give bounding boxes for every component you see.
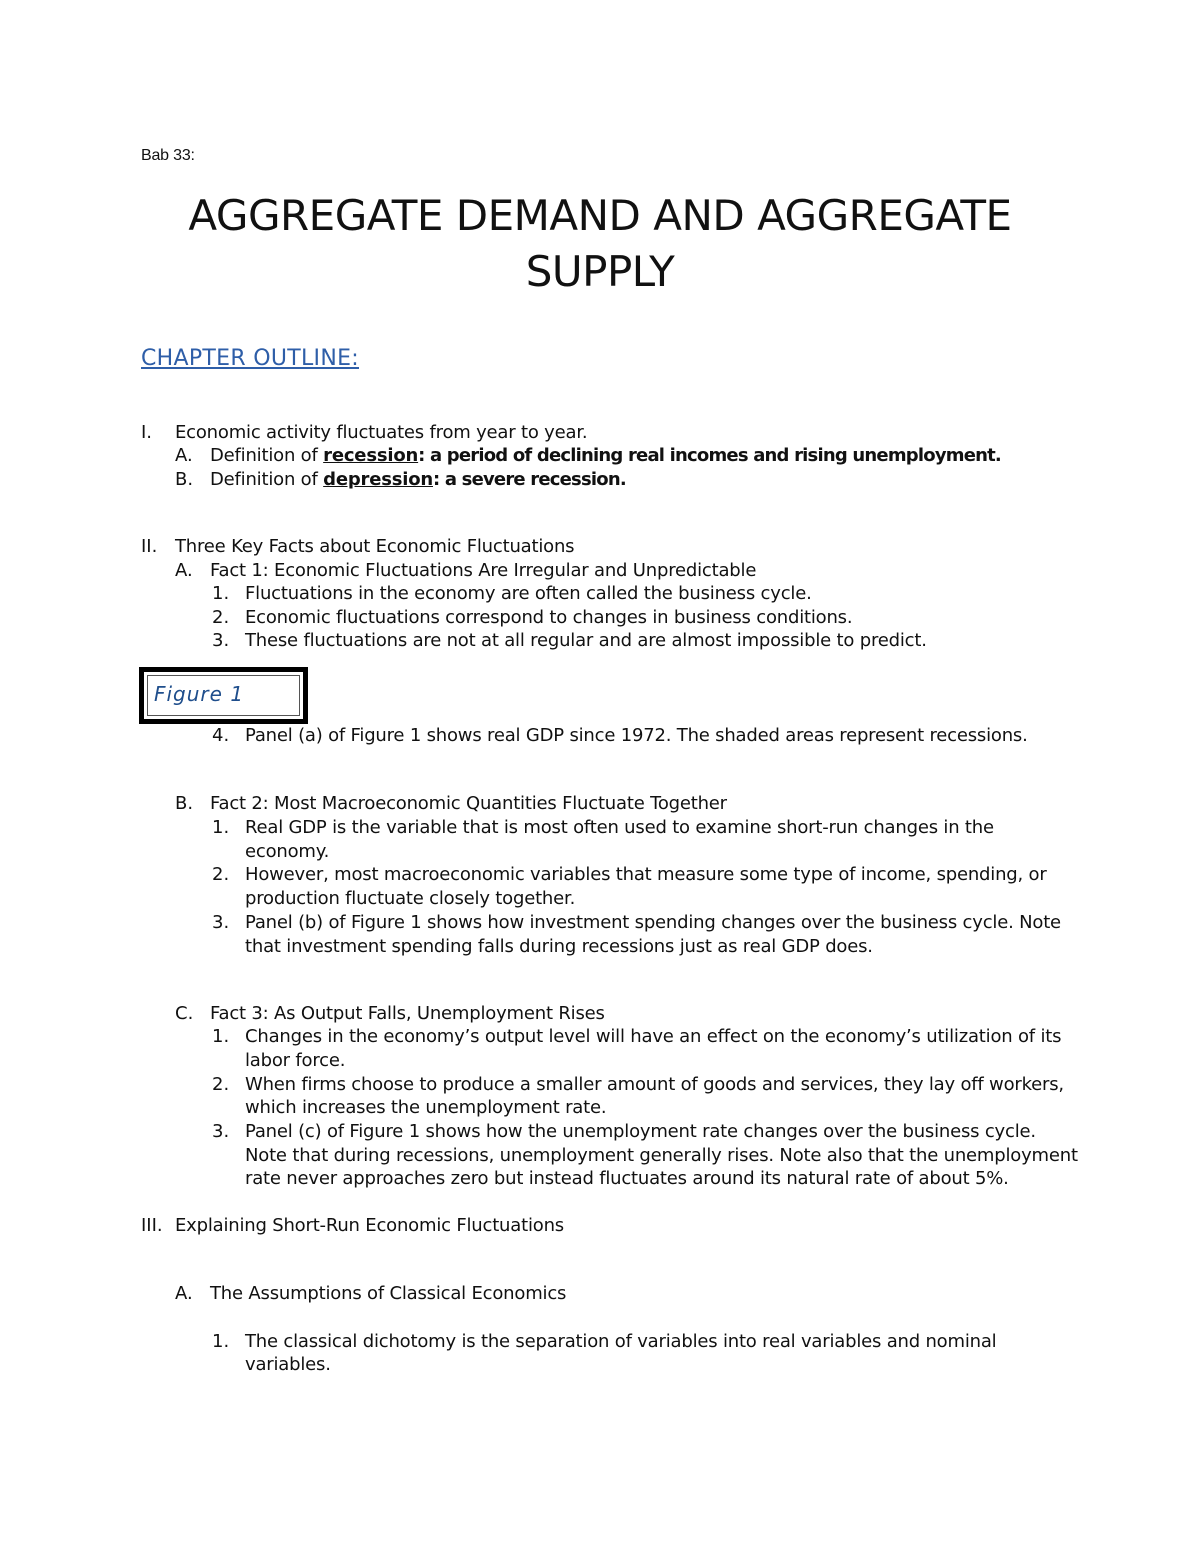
list-item-number: 2.: [212, 864, 230, 885]
list-item: These fluctuations are not at all regular and are almost impossible to predict.: [245, 630, 927, 651]
list-item: Panel (c) of Figure 1 shows how the unemployment rate changes over the business cycle.: [245, 1121, 1036, 1142]
list-item-number: 2.: [212, 607, 230, 628]
list-item-number: 3.: [212, 630, 230, 651]
section-1-heading: Economic activity fluctuates from year to year.: [175, 422, 588, 443]
list-item-continuation: labor force.: [245, 1050, 346, 1071]
list-item-number: 2.: [212, 1074, 230, 1095]
figure-1-label: Figure 1: [154, 682, 245, 706]
list-item: Real GDP is the variable that is most often used to examine short-run changes in the: [245, 817, 994, 838]
list-item-number: 1.: [212, 817, 230, 838]
section-1b-label: B.: [175, 469, 194, 490]
list-item-number: 3.: [212, 1121, 230, 1142]
list-item: Panel (a) of Figure 1 shows real GDP since 1972. The shaded areas represent recessions.: [245, 725, 1028, 746]
list-item: However, most macroeconomic variables that measure some type of income, spending, or: [245, 864, 1047, 885]
section-1a-label: A.: [175, 445, 193, 466]
list-item-continuation: Note that during recessions, unemployment generally rises. Note also that the unemployment: [245, 1145, 1078, 1166]
section-1-number: I.: [141, 422, 153, 443]
section-2a-heading: Fact 1: Economic Fluctuations Are Irregular and Unpredictable: [210, 560, 757, 581]
recession-term: recession: [323, 445, 419, 466]
document-title-line-2: SUPPLY: [525, 247, 675, 296]
list-item: Economic fluctuations correspond to changes in business conditions.: [245, 607, 853, 628]
list-item-continuation: that investment spending falls during recessions just as real GDP does.: [245, 936, 873, 957]
section-3-heading: Explaining Short-Run Economic Fluctuations: [175, 1215, 564, 1236]
section-2b-heading: Fact 2: Most Macroeconomic Quantities Fluctuate Together: [210, 793, 727, 814]
list-item-number: 1.: [212, 1331, 230, 1352]
section-3-number: III.: [141, 1215, 163, 1236]
depression-definition: [210, 468, 626, 492]
list-item: Panel (b) of Figure 1 shows how investment spending changes over the business cycle. Note: [245, 912, 1061, 933]
depression-term: depression: [323, 469, 433, 490]
list-item-continuation: rate never approaches zero but instead fluctuates around its natural rate of about 5%.: [245, 1168, 1009, 1189]
figure-1-box: [139, 667, 308, 724]
document-title-line-1: AGGREGATE DEMAND AND AGGREGATE: [188, 191, 1012, 240]
definition-prefix: Definition of: [210, 469, 324, 490]
recession-definition: [210, 444, 1001, 468]
chapter-outline-heading: CHAPTER OUTLINE:: [141, 346, 360, 371]
depression-definition-text: : a severe recession.: [433, 469, 626, 490]
section-2c-heading: Fact 3: As Output Falls, Unemployment Rises: [210, 1003, 605, 1024]
chapter-label: Bab 33:: [141, 147, 195, 164]
section-2-number: II.: [141, 536, 158, 557]
list-item-continuation: variables.: [245, 1354, 331, 1375]
list-item-continuation: production fluctuate closely together.: [245, 888, 576, 909]
list-item-number: 1.: [212, 583, 230, 604]
list-item-continuation: which increases the unemployment rate.: [245, 1097, 607, 1118]
list-item: The classical dichotomy is the separation of variables into real variables and nominal: [245, 1331, 997, 1352]
recession-definition-text: : a period of declining real incomes and rising unemployment.: [418, 445, 1001, 466]
section-2-heading: Three Key Facts about Economic Fluctuations: [175, 536, 575, 557]
list-item: Fluctuations in the economy are often called the business cycle.: [245, 583, 812, 604]
list-item: Changes in the economy’s output level will have an effect on the economy’s utilization of its: [245, 1026, 1062, 1047]
section-3a-label: A.: [175, 1283, 193, 1304]
section-2b-label: B.: [175, 793, 194, 814]
list-item-number: 4.: [212, 725, 230, 746]
list-item-number: 1.: [212, 1026, 230, 1047]
list-item-continuation: economy.: [245, 841, 330, 862]
list-item-number: 3.: [212, 912, 230, 933]
section-2c-label: C.: [175, 1003, 194, 1024]
definition-prefix: Definition of: [210, 445, 324, 466]
section-2a-label: A.: [175, 560, 193, 581]
list-item: When firms choose to produce a smaller amount of goods and services, they lay off workers,: [245, 1074, 1064, 1095]
section-3a-heading: The Assumptions of Classical Economics: [210, 1283, 567, 1304]
